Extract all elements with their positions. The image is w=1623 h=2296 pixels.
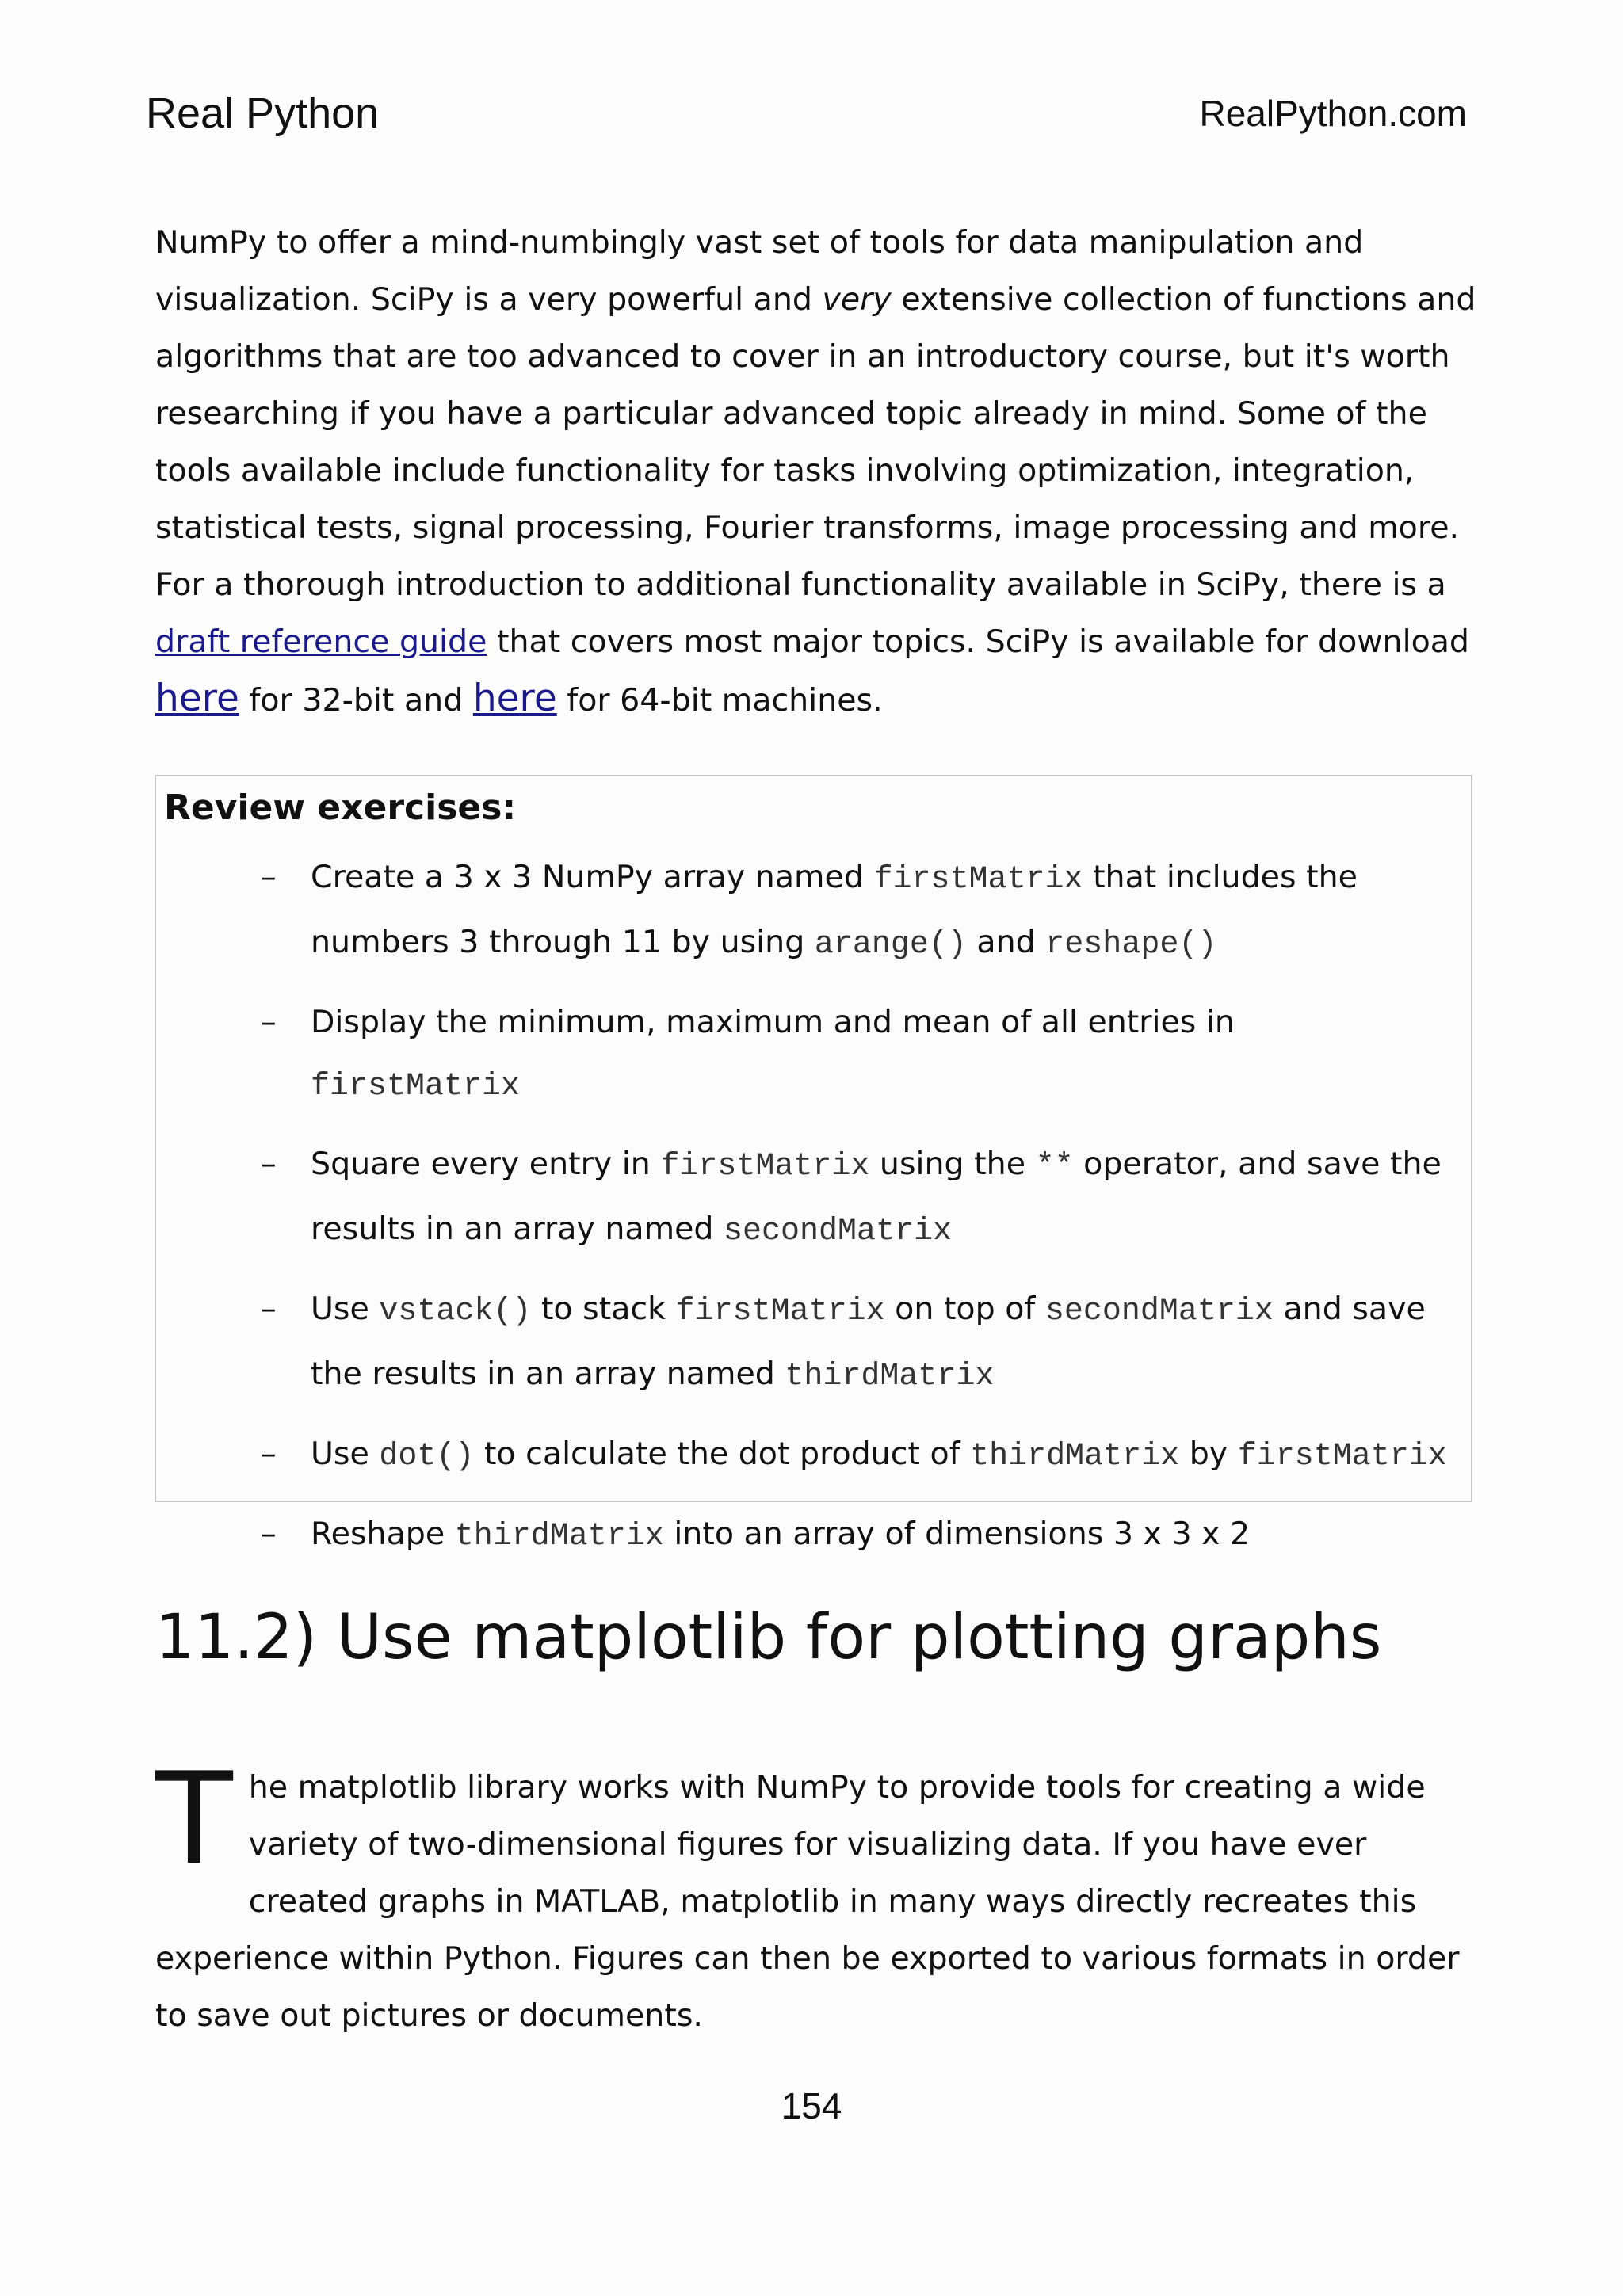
list-dash: – [261, 1516, 277, 1552]
intro-text-2: extensive collection of functions and algorithms that are too advanced to cover in an introductory course, but it's worth researching if you have a particular advanced topic already in mind. Some of the tools available include functionality for tasks involving optimization, integration, statistical tests, signal processing, Fourier transforms, image processing and more. For a thorough introduction to additional functionality available in SciPy, there is a [155, 281, 1476, 603]
draft-reference-guide-link[interactable]: draft reference guide [155, 624, 487, 660]
page-number: 154 [781, 2085, 842, 2126]
exercise-item: – Use dot() to calculate the dot product of thirdMatrix by firstMatrix [156, 1423, 1471, 1488]
exercise-item: – Display the minimum, maximum and mean of all entries in firstMatrix [156, 991, 1471, 1118]
exercise-item: – Square every entry in firstMatrix using the ** operator, and save the results in an array named secondMatrix [156, 1133, 1471, 1263]
section-body-text: he matplotlib library works with NumPy to provide tools for creating a wide variety of two-dimensional figures for visualizing data. If you have ever created graphs in MATLAB, matplotlib in many ways directly recreates this experience within Python. Figures can then be exported to various formats in order to save out pictures or documents. [155, 1769, 1460, 2034]
exercise-item: – Create a 3 x 3 NumPy array named firstMatrix that includes the numbers 3 through 11 by using arange() and reshape() [156, 846, 1471, 976]
exercise-item: – Reshape thirdMatrix into an array of dimensions 3 x 3 x 2 [156, 1503, 1471, 1568]
exercise-list [156, 846, 1471, 1583]
section-heading: 11.2) Use matplotlib for plotting graphs [155, 1602, 1382, 1673]
list-dash: – [261, 1146, 277, 1182]
download-64bit-link[interactable]: here [472, 677, 557, 720]
header-site: RealPython.com [1199, 93, 1467, 134]
intro-text-3: that covers most major topics. SciPy is available for download [487, 624, 1470, 660]
download-32bit-link[interactable]: here [155, 677, 239, 720]
header-title: Real Python [146, 90, 380, 137]
intro-text-5: for 64-bit machines. [556, 682, 883, 719]
list-dash: – [261, 1436, 277, 1472]
intro-text-4: for 32-bit and [239, 682, 473, 719]
intro-emphasis: very [822, 281, 892, 318]
section-paragraph [155, 1745, 1487, 2044]
review-exercises-box [155, 775, 1472, 1554]
drop-cap: T [155, 1745, 233, 1893]
list-dash: – [261, 1004, 277, 1040]
review-exercises-title: Review exercises: [164, 788, 517, 828]
intro-text-1: NumPy to offer a mind-numbingly vast set of tools for data manipulation and visualization. SciPy is a very powerful and [155, 224, 1364, 318]
list-dash: – [261, 859, 277, 895]
intro-paragraph [155, 214, 1487, 729]
exercise-item: – Use vstack() to stack firstMatrix on top of secondMatrix and save the results in an array named thirdMatrix [156, 1278, 1471, 1408]
list-dash: – [261, 1291, 277, 1327]
